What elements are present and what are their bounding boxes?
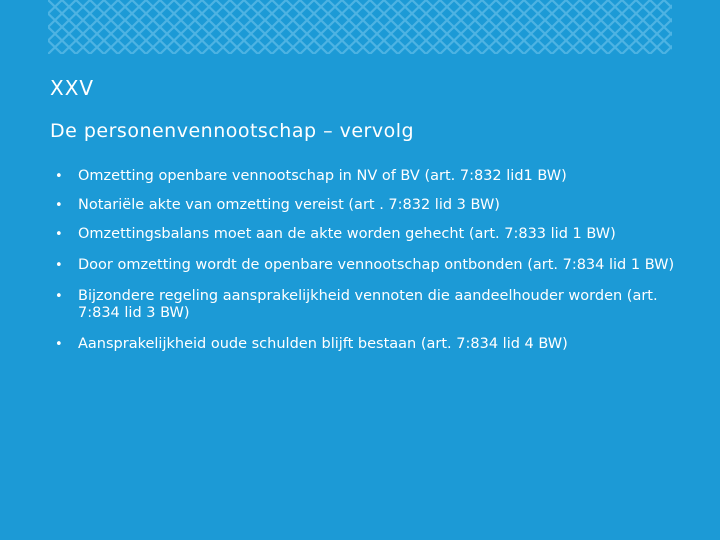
bullet-item: • Bijzondere regeling aansprakelijkheid vennoten die aandeelhouder worden (art. 7:834 lid 3 BW)	[55, 288, 695, 322]
bullet-item: • Aansprakelijkheid oude schulden blijft bestaan (art. 7:834 lid 4 BW)	[55, 336, 695, 353]
bullet-item: • Notariële akte van omzetting vereist (art . 7:832 lid 3 BW)	[55, 197, 695, 214]
bullet-item: • Omzettingsbalans moet aan de akte worden gehecht (art. 7:833 lid 1 BW)	[55, 226, 695, 243]
lattice-pattern	[48, 0, 672, 54]
bullet-list	[55, 168, 695, 353]
slide-title: De personenvennootschap – vervolg	[50, 120, 415, 142]
bullet-item: • Omzetting openbare vennootschap in NV of BV (art. 7:832 lid1 BW)	[55, 168, 695, 185]
bullet-item: • Door omzetting wordt de openbare vennootschap ontbonden (art. 7:834 lid 1 BW)	[55, 257, 695, 274]
section-label: XXV	[50, 76, 95, 100]
